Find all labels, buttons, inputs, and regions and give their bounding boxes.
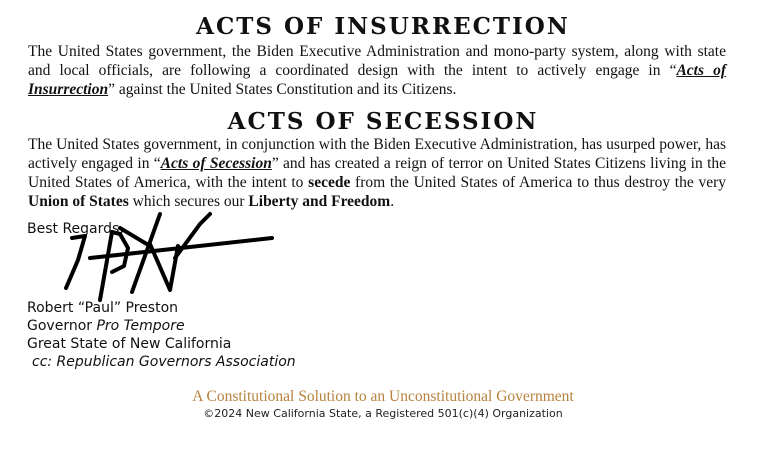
paragraph-secession: The United States government, in conjunction with the Biden Executive Administration, has usurped power, has actively engaged in “Acts of Secession” and has created a reign of terror on United States Citizens living in the United States of America, with the intent to secede from the United States of America to thus destroy the very Union of States which secures our Liberty and Freedom. xyxy=(28,136,727,210)
ref-acts-of-insurrection: Acts of Insurrection xyxy=(28,62,726,98)
best-regards: Best Regards, xyxy=(27,221,124,237)
ref-acts-of-secession: Acts of Secession xyxy=(160,155,272,172)
heading-insurrection: ACTS OF INSURRECTION xyxy=(196,13,570,40)
heading-secession: ACTS OF SECESSION xyxy=(227,108,539,135)
footer-copyright: ©2024 New California State, a Registered 501(c)(4) Organization xyxy=(203,407,563,420)
signer-name: Robert “Paul” Preston xyxy=(27,300,179,316)
footer-tagline: A Constitutional Solution to an Unconstitutional Government xyxy=(192,388,574,405)
paragraph-insurrection: The United States government, the Biden Executive Administration and mono-party system, along with state and local officials, are following a coordinated design with the intent to actively engage in “Acts of Insurrection” against the United States Constitution and its Citizens. xyxy=(28,43,726,98)
signer-title: Governor Pro Tempore xyxy=(27,318,185,334)
signer-organization: Great State of New California xyxy=(27,336,232,352)
cc-line: cc: Republican Governors Association xyxy=(32,354,296,370)
